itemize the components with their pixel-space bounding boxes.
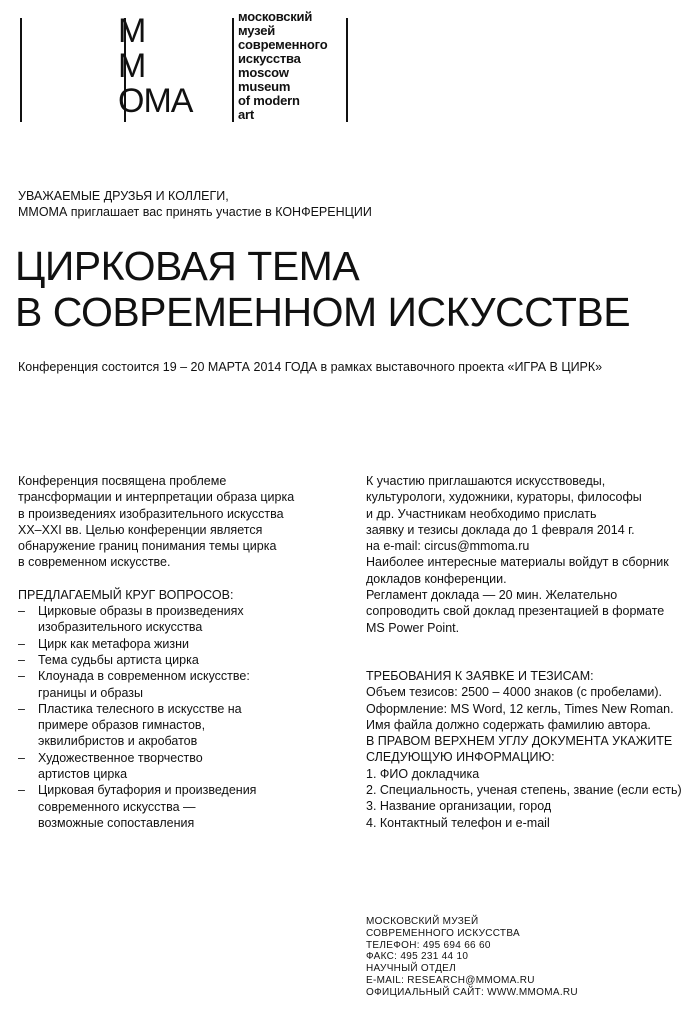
list-item: – Художественное творчество артистов цирка	[18, 750, 338, 783]
logo-line: музей	[238, 23, 276, 38]
logo-line: moscow	[238, 65, 289, 80]
intro-line: Конференция посвящена проблеме	[18, 474, 227, 488]
logo-letter-3: OMA	[118, 82, 193, 120]
list-item: 4. Контактный телефон и e-mail	[366, 815, 550, 830]
title-line-1: ЦИРКОВАЯ ТЕМА	[15, 243, 360, 289]
list-item: 1. ФИО докладчика	[366, 766, 480, 781]
invite-line: К участию приглашаются искусствоведы,	[366, 474, 606, 488]
intro-line: обнаружение границ понимания темы цирка	[18, 539, 277, 554]
logo-letter-1: M	[118, 12, 146, 50]
list-item: – Цирк как метафора жизни	[18, 636, 338, 652]
logo-bar-left	[20, 18, 22, 122]
conference-dates: Конференция состоится 19 – 20 МАРТА 2014 ГОДА в рамках выставочного проекта «ИГРА В ЦИРК»	[18, 360, 603, 374]
requirements-line: В ПРАВОМ ВЕРХНЕМ УГЛУ ДОКУМЕНТА УКАЖИТЕ	[366, 734, 673, 749]
questions-list	[18, 603, 338, 831]
left-column	[18, 473, 338, 831]
greeting-line-1: УВАЖАЕМЫЕ ДРУЗЬЯ И КОЛЛЕГИ,	[18, 189, 229, 203]
spacer	[366, 636, 696, 652]
invite-line: и др. Участникам необходимо прислать	[366, 506, 597, 521]
logo-line: московский	[238, 9, 313, 24]
intro-line: XX–XXI вв. Целью конференции является	[18, 522, 263, 537]
title-line-2: В СОВРЕМЕННОМ ИСКУССТВЕ	[15, 289, 631, 335]
intro-text	[18, 473, 338, 571]
logo-line: искусства	[238, 51, 301, 66]
contact-website: ОФИЦИАЛЬНЫЙ САЙТ: WWW.MMOMA.RU	[366, 986, 578, 998]
invite-line: докладов конференции.	[366, 571, 507, 586]
contact-phone: ТЕЛЕФОН: 495 694 66 60	[366, 939, 491, 951]
invite-line: Наиболее интересные материалы войдут в сборник	[366, 555, 669, 570]
contact-fax: ФАКС: 495 231 44 10	[366, 951, 469, 963]
logo-line: of modern	[238, 93, 300, 108]
list-item: 3. Название организации, город	[366, 799, 552, 814]
list-item: – Тема судьбы артиста цирка	[18, 652, 338, 668]
logo-bar-mid	[232, 18, 234, 122]
requirements-heading: ТРЕБОВАНИЯ К ЗАЯВКЕ И ТЕЗИСАМ:	[366, 668, 594, 683]
requirements-line: СЛЕДУЮЩУЮ ИНФОРМАЦИЮ:	[366, 750, 555, 765]
logo-line: современного	[238, 37, 328, 52]
contact-line: НАУЧНЫЙ ОТДЕЛ	[366, 963, 456, 975]
logo-bar-right	[346, 18, 348, 122]
requirements-line: Имя файла должно содержать фамилию автора.	[366, 717, 651, 732]
intro-line: трансформации и интерпретации образа цирка	[18, 490, 295, 505]
contact-line: СОВРЕМЕННОГО ИСКУССТВА	[366, 927, 520, 939]
greeting-line-2: ММОМА приглашает вас принять участие в КОНФЕРЕНЦИИ	[18, 205, 372, 219]
invite-line: сопроводить свой доклад презентацией в формате	[366, 604, 665, 619]
intro-line: в произведениях изобразительного искусства	[18, 506, 284, 521]
contact-line: МОСКОВСКИЙ МУЗЕЙ	[366, 916, 479, 927]
invite-line: Регламент доклада — 20 мин. Желательно	[366, 588, 618, 603]
contact-email: E-MAIL: RESEARCH@MMOMA.RU	[366, 974, 535, 986]
logo-letters	[118, 14, 192, 119]
invite-text	[366, 473, 696, 636]
list-item: 2. Специальность, ученая степень, звание (если есть)	[366, 783, 682, 798]
requirements-list	[366, 766, 696, 831]
right-column	[366, 473, 696, 831]
invite-line: культурологи, художники, кураторы, философы	[366, 490, 642, 505]
conference-title	[15, 243, 630, 335]
list-item: – Цирковые образы в произведениях изобразительного искусства	[18, 603, 338, 636]
invite-line: MS Power Point.	[366, 620, 460, 635]
list-item: – Цирковая бутафория и произведения современного искусства — возможные сопоставления	[18, 782, 338, 831]
invite-line: заявку и тезисы доклада до 1 февраля 2014 г.	[366, 522, 635, 537]
list-item: – Клоунада в современном искусстве: границы и образы	[18, 668, 338, 701]
intro-line: в современном искусстве.	[18, 555, 171, 570]
logo-wordmark	[238, 10, 327, 122]
logo-line: museum	[238, 79, 291, 94]
greeting	[18, 188, 372, 220]
logo-line: art	[238, 107, 255, 122]
invite-line: на e-mail: circus@mmoma.ru	[366, 539, 530, 554]
list-item: – Пластика телесного в искусстве на примере образов гимнастов, эквилибристов и акробатов	[18, 701, 338, 750]
logo-letter-2: M	[118, 47, 146, 85]
requirements-line: Объем тезисов: 2500 – 4000 знаков (с пробелами).	[366, 685, 663, 700]
questions-heading: ПРЕДЛАГАЕМЫЙ КРУГ ВОПРОСОВ:	[18, 587, 234, 602]
requirements-line: Оформление: MS Word, 12 кегль, Times New Roman.	[366, 701, 674, 716]
museum-logo	[0, 0, 700, 130]
contacts-block	[366, 916, 578, 999]
